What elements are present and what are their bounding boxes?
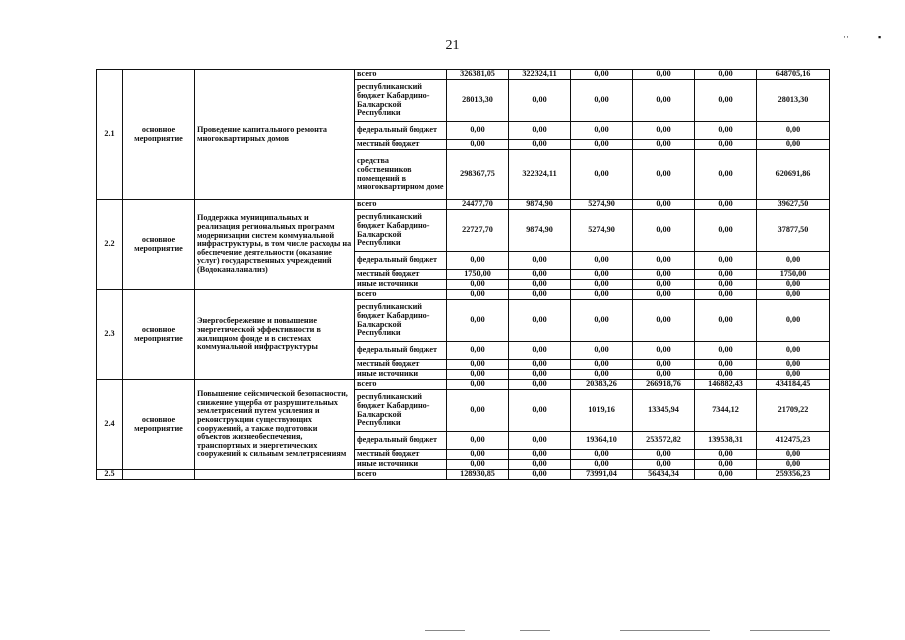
funding-source: местный бюджет xyxy=(355,270,447,280)
funding-source: всего xyxy=(355,380,447,390)
amount-cell: 0,00 xyxy=(695,360,757,370)
amount-cell: 0,00 xyxy=(695,80,757,122)
measure-description xyxy=(195,470,355,480)
funding-source: всего xyxy=(355,200,447,210)
amount-cell: 9874,90 xyxy=(509,200,571,210)
amount-cell: 0,00 xyxy=(695,210,757,252)
amount-cell: 0,00 xyxy=(695,300,757,342)
amount-cell: 0,00 xyxy=(447,122,509,140)
row-index: 2.5 xyxy=(97,470,123,480)
footer-rule xyxy=(620,630,710,631)
measure-type xyxy=(123,470,195,480)
amount-cell: 0,00 xyxy=(633,210,695,252)
amount-cell: 0,00 xyxy=(633,370,695,380)
amount-cell: 1750,00 xyxy=(447,270,509,280)
amount-cell: 0,00 xyxy=(633,360,695,370)
amount-cell: 0,00 xyxy=(571,270,633,280)
funding-source: средства собственников помещений в многоквартирном доме xyxy=(355,150,447,200)
amount-cell: 0,00 xyxy=(509,460,571,470)
measure-description: Повышение сейсмической безопасности, снижение ущерба от разрушительных землетрясений путем усиления и реконструкции существующих сооружений, а также подготовки объектов жизнеобеспечения, транспортных и энергетических сооружений к сильным землетрясениям xyxy=(195,380,355,470)
amount-cell: 0,00 xyxy=(633,80,695,122)
amount-cell: 322324,11 xyxy=(509,150,571,200)
amount-cell: 0,00 xyxy=(447,252,509,270)
row-index: 2.4 xyxy=(97,380,123,470)
amount-cell: 0,00 xyxy=(633,122,695,140)
measure-description: Поддержка муниципальных и реализация региональных программ модернизации систем коммунальной инфраструктуры, в том числе расходы на обеспечение деятельности (оказание услуг) государственных учреждений (Водоканаланализ) xyxy=(195,200,355,290)
amount-cell: 0,00 xyxy=(509,450,571,460)
amount-cell: 56434,34 xyxy=(633,470,695,480)
amount-cell: 0,00 xyxy=(509,370,571,380)
amount-cell: 0,00 xyxy=(509,140,571,150)
funding-source: иные источники xyxy=(355,280,447,290)
measure-type: основное мероприятие xyxy=(123,200,195,290)
funding-source: местный бюджет xyxy=(355,360,447,370)
amount-cell: 0,00 xyxy=(757,370,830,380)
amount-cell: 0,00 xyxy=(447,290,509,300)
amount-cell: 0,00 xyxy=(509,390,571,432)
amount-cell: 0,00 xyxy=(571,70,633,80)
amount-cell: 0,00 xyxy=(571,370,633,380)
funding-source: местный бюджет xyxy=(355,450,447,460)
amount-cell: 0,00 xyxy=(695,122,757,140)
amount-cell: 0,00 xyxy=(695,280,757,290)
row-index: 2.3 xyxy=(97,290,123,380)
amount-cell: 19364,10 xyxy=(571,432,633,450)
amount-cell: 73991,04 xyxy=(571,470,633,480)
measure-type: основное мероприятие xyxy=(123,290,195,380)
table-row xyxy=(97,470,830,480)
amount-cell: 0,00 xyxy=(447,280,509,290)
amount-cell: 0,00 xyxy=(447,390,509,432)
amount-cell: 0,00 xyxy=(509,80,571,122)
amount-cell: 0,00 xyxy=(447,460,509,470)
amount-cell: 0,00 xyxy=(695,252,757,270)
amount-cell: 20383,26 xyxy=(571,380,633,390)
amount-cell: 0,00 xyxy=(571,360,633,370)
amount-cell: 434184,45 xyxy=(757,380,830,390)
amount-cell: 0,00 xyxy=(695,450,757,460)
amount-cell: 0,00 xyxy=(509,270,571,280)
amount-cell: 0,00 xyxy=(447,450,509,460)
amount-cell: 0,00 xyxy=(695,370,757,380)
table-row xyxy=(97,70,830,80)
amount-cell: 0,00 xyxy=(447,140,509,150)
amount-cell: 7344,12 xyxy=(695,390,757,432)
amount-cell: 28013,30 xyxy=(447,80,509,122)
table-row xyxy=(97,290,830,300)
amount-cell: 39627,50 xyxy=(757,200,830,210)
amount-cell: 0,00 xyxy=(695,200,757,210)
table-row xyxy=(97,380,830,390)
funding-source: федеральный бюджет xyxy=(355,252,447,270)
budget-table xyxy=(96,69,830,480)
amount-cell: 0,00 xyxy=(633,450,695,460)
footer-rule xyxy=(750,630,830,631)
amount-cell: 0,00 xyxy=(509,290,571,300)
amount-cell: 28013,30 xyxy=(757,80,830,122)
funding-source: всего xyxy=(355,70,447,80)
amount-cell: 0,00 xyxy=(633,140,695,150)
corner-mark-left: ·· xyxy=(843,32,849,42)
corner-mark-right: ▪ xyxy=(878,32,882,42)
amount-cell: 0,00 xyxy=(695,270,757,280)
amount-cell: 0,00 xyxy=(509,470,571,480)
amount-cell: 37877,50 xyxy=(757,210,830,252)
amount-cell: 0,00 xyxy=(695,342,757,360)
measure-description: Проведение капитального ремонта многоквартирных домов xyxy=(195,70,355,200)
amount-cell: 0,00 xyxy=(757,300,830,342)
funding-source: федеральный бюджет xyxy=(355,432,447,450)
measure-type: основное мероприятие xyxy=(123,70,195,200)
amount-cell: 0,00 xyxy=(509,252,571,270)
amount-cell: 21709,22 xyxy=(757,390,830,432)
funding-source: всего xyxy=(355,470,447,480)
amount-cell: 0,00 xyxy=(695,150,757,200)
amount-cell: 0,00 xyxy=(695,140,757,150)
amount-cell: 253572,82 xyxy=(633,432,695,450)
amount-cell: 0,00 xyxy=(571,450,633,460)
amount-cell: 0,00 xyxy=(757,450,830,460)
amount-cell: 298367,75 xyxy=(447,150,509,200)
row-index: 2.1 xyxy=(97,70,123,200)
row-index: 2.2 xyxy=(97,200,123,290)
amount-cell: 0,00 xyxy=(633,300,695,342)
amount-cell: 0,00 xyxy=(633,290,695,300)
amount-cell: 0,00 xyxy=(509,300,571,342)
funding-source: федеральный бюджет xyxy=(355,122,447,140)
amount-cell: 0,00 xyxy=(509,122,571,140)
amount-cell: 13345,94 xyxy=(633,390,695,432)
amount-cell: 0,00 xyxy=(447,432,509,450)
amount-cell: 0,00 xyxy=(757,280,830,290)
amount-cell: 0,00 xyxy=(571,140,633,150)
funding-source: республиканский бюджет Кабардино-Балкарской Республики xyxy=(355,210,447,252)
amount-cell: 5274,90 xyxy=(571,200,633,210)
amount-cell: 128930,85 xyxy=(447,470,509,480)
funding-source: республиканский бюджет Кабардино-Балкарской Республики xyxy=(355,80,447,122)
amount-cell: 0,00 xyxy=(571,280,633,290)
amount-cell: 412475,23 xyxy=(757,432,830,450)
amount-cell: 0,00 xyxy=(757,342,830,360)
amount-cell: 0,00 xyxy=(447,360,509,370)
amount-cell: 0,00 xyxy=(571,460,633,470)
amount-cell: 0,00 xyxy=(571,290,633,300)
amount-cell: 0,00 xyxy=(571,252,633,270)
amount-cell: 0,00 xyxy=(571,300,633,342)
amount-cell: 648705,16 xyxy=(757,70,830,80)
amount-cell: 0,00 xyxy=(695,70,757,80)
amount-cell: 0,00 xyxy=(571,150,633,200)
amount-cell: 0,00 xyxy=(633,200,695,210)
amount-cell: 0,00 xyxy=(757,140,830,150)
amount-cell: 0,00 xyxy=(509,280,571,290)
amount-cell: 22727,70 xyxy=(447,210,509,252)
amount-cell: 0,00 xyxy=(695,460,757,470)
amount-cell: 266918,76 xyxy=(633,380,695,390)
amount-cell: 0,00 xyxy=(695,470,757,480)
amount-cell: 1750,00 xyxy=(757,270,830,280)
amount-cell: 0,00 xyxy=(571,80,633,122)
amount-cell: 0,00 xyxy=(447,370,509,380)
amount-cell: 0,00 xyxy=(633,70,695,80)
amount-cell: 620691,86 xyxy=(757,150,830,200)
amount-cell: 0,00 xyxy=(571,122,633,140)
amount-cell: 0,00 xyxy=(509,342,571,360)
amount-cell: 139538,31 xyxy=(695,432,757,450)
amount-cell: 0,00 xyxy=(509,380,571,390)
amount-cell: 0,00 xyxy=(757,252,830,270)
page-number: 21 xyxy=(445,38,460,53)
amount-cell: 0,00 xyxy=(633,270,695,280)
amount-cell: 0,00 xyxy=(633,280,695,290)
funding-source: республиканский бюджет Кабардино-Балкарской Республики xyxy=(355,390,447,432)
amount-cell: 0,00 xyxy=(633,460,695,470)
footer-rule xyxy=(520,630,550,631)
funding-source: иные источники xyxy=(355,460,447,470)
funding-source: федеральный бюджет xyxy=(355,342,447,360)
amount-cell: 0,00 xyxy=(447,342,509,360)
funding-source: местный бюджет xyxy=(355,140,447,150)
amount-cell: 0,00 xyxy=(509,360,571,370)
table-row xyxy=(97,200,830,210)
amount-cell: 0,00 xyxy=(757,360,830,370)
amount-cell: 326381,05 xyxy=(447,70,509,80)
amount-cell: 0,00 xyxy=(509,432,571,450)
funding-source: республиканский бюджет Кабардино-Балкарской Республики xyxy=(355,300,447,342)
amount-cell: 0,00 xyxy=(757,460,830,470)
amount-cell: 0,00 xyxy=(447,300,509,342)
amount-cell: 0,00 xyxy=(633,342,695,360)
amount-cell: 146882,43 xyxy=(695,380,757,390)
amount-cell: 0,00 xyxy=(695,290,757,300)
amount-cell: 0,00 xyxy=(571,342,633,360)
measure-description: Энергосбережение и повышение энергетической эффективности в жилищном фонде и в системах коммунальной инфраструктуры xyxy=(195,290,355,380)
amount-cell: 0,00 xyxy=(447,380,509,390)
amount-cell: 322324,11 xyxy=(509,70,571,80)
footer-rule xyxy=(425,630,465,631)
amount-cell: 24477,70 xyxy=(447,200,509,210)
funding-source: иные источники xyxy=(355,370,447,380)
amount-cell: 1019,16 xyxy=(571,390,633,432)
amount-cell: 0,00 xyxy=(633,252,695,270)
amount-cell: 259356,23 xyxy=(757,470,830,480)
measure-type: основное мероприятие xyxy=(123,380,195,470)
amount-cell: 0,00 xyxy=(633,150,695,200)
amount-cell: 5274,90 xyxy=(571,210,633,252)
amount-cell: 9874,90 xyxy=(509,210,571,252)
amount-cell: 0,00 xyxy=(757,122,830,140)
funding-source: всего xyxy=(355,290,447,300)
amount-cell: 0,00 xyxy=(757,290,830,300)
